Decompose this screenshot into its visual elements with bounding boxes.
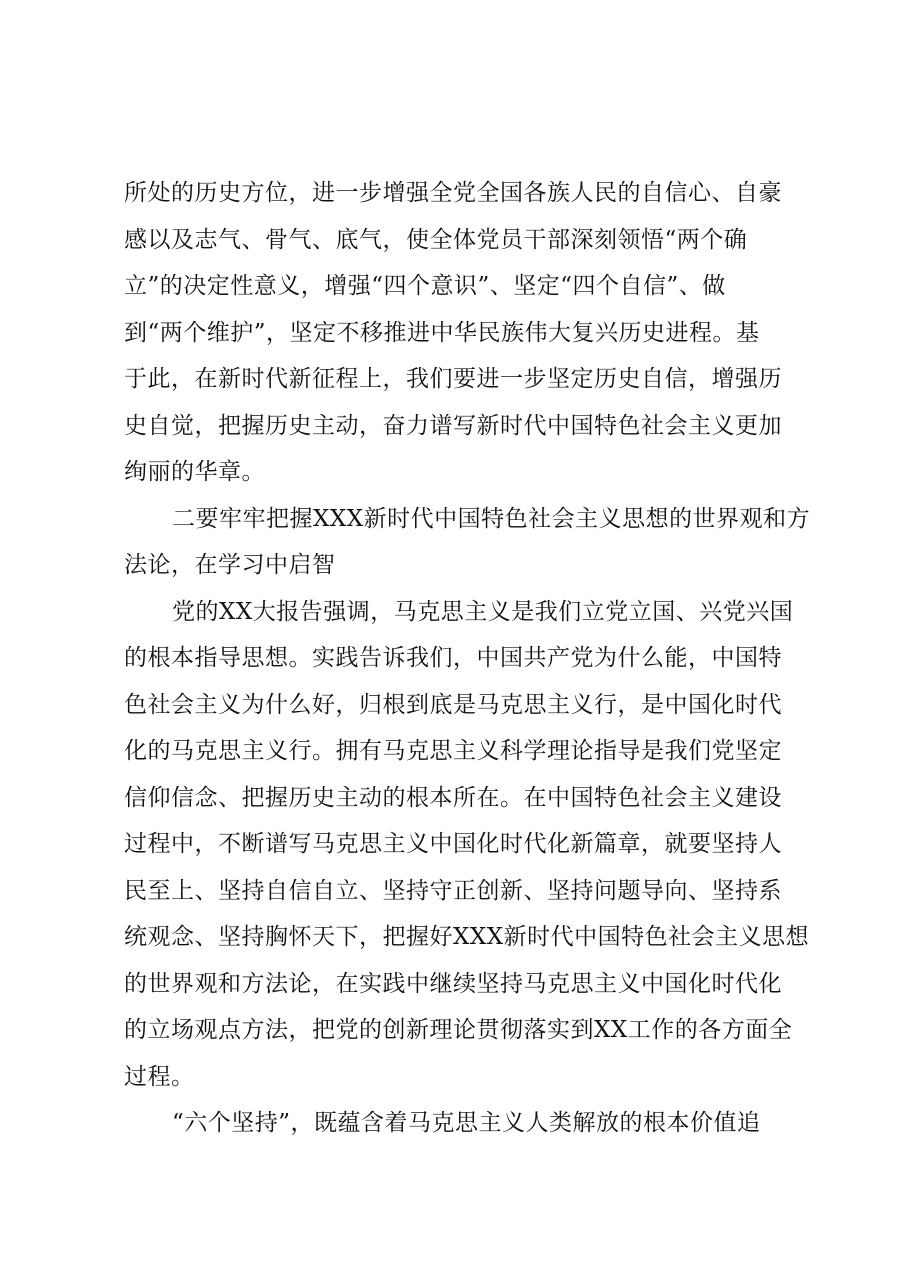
paragraph-3-line-5: 信仰信念、把握历史主动的根本所在。在中国特色社会主义建设 — [124, 784, 782, 811]
paragraph-3-line-6: 过程中，不断谱写马克思主义中国化时代化新篇章，就要坚持人 — [124, 831, 782, 857]
paragraph-1-line-3: 立”的决定性意义，增强“四个意识”、坚定“四个自信”、做 — [124, 273, 726, 299]
paragraph-3-line-3: 色社会主义为什么好，归根到底是马克思主义行，是中国化时代 — [124, 691, 782, 718]
paragraph-3-line-9: 的世界观和方法论，在实践中继续坚持马克思主义中国化时代化 — [124, 970, 782, 997]
paragraph-3-line-1: 党的XX大报告强调，马克思主义是我们立党立国、兴党兴国 — [172, 598, 794, 625]
paragraph-3-line-2: 的根本指导思想。实践告诉我们，中国共产党为什么能，中国特 — [124, 645, 782, 671]
paragraph-1-line-4: 到“两个维护”，坚定不移推进中华民族伟大复兴历史进程。基 — [124, 319, 760, 346]
paragraph-3-line-7: 民至上、坚持自信自立、坚持守正创新、坚持问题导向、坚持系 — [124, 877, 782, 904]
paragraph-1-line-5: 于此，在新时代新征程上，我们要进一步坚定历史自信，增强历 — [124, 366, 782, 392]
paragraph-3-line-4: 化的马克思主义行。拥有马克思主义科学理论指导是我们党坚定 — [124, 738, 782, 764]
body-text — [124, 170, 824, 1147]
paragraph-1-line-7: 绚丽的华章。 — [124, 459, 265, 485]
paragraph-3-line-10: 的立场观点方法，把党的创新理论贯彻落实到XX工作的各方面全 — [124, 1017, 793, 1043]
paragraph-1-line-2: 感以及志气、骨气、底气，使全体党员干部深刻领悟“两个确 — [124, 226, 748, 253]
paragraph-1-line-1: 所处的历史方位，进一步增强全党全国各族人民的自信心、自豪 — [124, 180, 782, 206]
section-heading-line-2: 法论，在学习中启智 — [124, 552, 336, 578]
paragraph-1-line-6: 史自觉，把握历史主动，奋力谱写新时代中国特色社会主义更加 — [124, 412, 782, 439]
section-heading-line-1: 二要牢牢把握XXX新时代中国特色社会主义思想的世界观和方 — [172, 505, 811, 532]
paragraph-4-line-1: “六个坚持”，既蕴含着马克思主义人类解放的根本价值追 — [172, 1110, 761, 1136]
paragraph-3-line-8: 统观念、坚持胸怀天下，把握好XXX新时代中国特色社会主义思想 — [124, 924, 810, 950]
paragraph-3-line-11: 过程。 — [124, 1063, 195, 1090]
